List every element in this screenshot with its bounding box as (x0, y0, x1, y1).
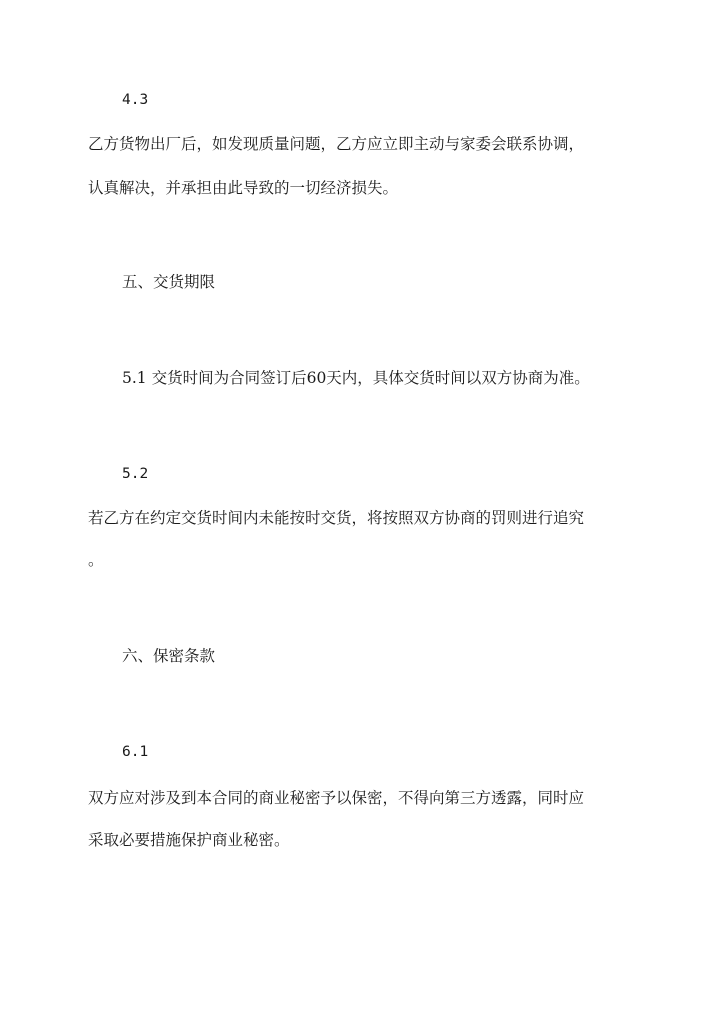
section-5-heading: 五、交货期限 (122, 273, 216, 291)
clause-6-1-text-line2: 采取必要措施保护商业秘密。 (88, 831, 290, 849)
clause-6-1-text-line1: 双方应对涉及到本合同的商业秘密予以保密，不得向第三方透露，同时应 (88, 789, 585, 807)
clause-5-2-number: 5.2 (122, 466, 149, 482)
section-6-heading: 六、保密条款 (122, 647, 216, 665)
clause-4-3-text-line1: 乙方货物出厂后，如发现质量问题，乙方应立即主动与家委会联系协调， (88, 135, 585, 153)
clause-5-2-text-line1: 若乙方在约定交货时间内未能按时交货，将按照双方协商的罚则进行追究 (88, 509, 585, 527)
clause-5-1-text: 5.1 交货时间为合同签订后60天内，具体交货时间以双方协商为准。 (122, 369, 590, 387)
clause-5-2-text-line2: 。 (88, 551, 104, 569)
clause-6-1-number: 6.1 (122, 744, 149, 760)
clause-4-3-number: 4.3 (122, 92, 149, 108)
clause-4-3-text-line2: 认真解决，并承担由此导致的一切经济损失。 (88, 179, 399, 197)
